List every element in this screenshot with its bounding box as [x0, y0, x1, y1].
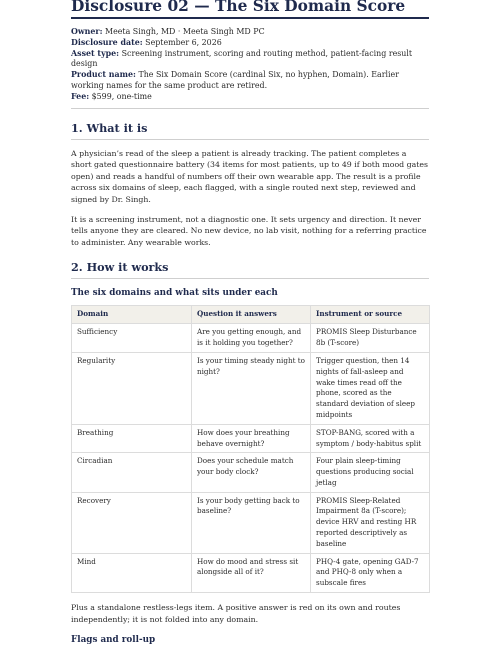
- table-cell: PHQ-4 gate, opening GAD-7 and PHQ-8 only when a subscale fires: [311, 553, 430, 592]
- paragraph: A physician’s read of the sleep a patient is already tracking. The patient completes a short gated questionnaire battery (34 items for most patients, up to 49 if both mood gates open) and reads a handful of numbers off their own wearable app. The result is a profile across six domains of sleep, each flagged, with a single routed next step, reviewed and signed by Dr. Singh.: [71, 148, 429, 204]
- table-cell: How does your breathing behave overnight?: [192, 424, 311, 453]
- meta-fee: Fee: $599, one-time: [71, 91, 152, 101]
- table-cell: Trigger question, then 14 nights of fall-asleep and wake times read off the phone, scored as the standard deviation of sleep midpoints: [311, 352, 430, 424]
- table-cell: PROMIS Sleep-Related Impairment 8a (T-score); device HRV and resting HR reported descriptively as baseline: [311, 492, 430, 553]
- heading-underline: [71, 278, 429, 279]
- metadata-block: [71, 27, 429, 103]
- table-cell: Is your timing steady night to night?: [192, 352, 311, 424]
- document-page: [71, 0, 429, 646]
- meta-date: Disclosure date: September 6, 2026: [71, 37, 222, 47]
- table-cell: Recovery: [72, 492, 192, 553]
- table-cell: Circadian: [72, 453, 192, 492]
- paragraph: Plus a standalone restless-legs item. A positive answer is red on its own and routes independently; it is not folded into any domain.: [71, 603, 401, 624]
- table-cell: Breathing: [72, 424, 192, 453]
- table-row: [72, 492, 430, 553]
- table-cell: Four plain sleep-timing questions producing social jetlag: [311, 453, 430, 492]
- table-cell: Are you getting enough, and is it holding you together?: [192, 324, 311, 353]
- page-title: Disclosure 02 — The Six Domain Score: [71, 0, 406, 15]
- table-cell: Mind: [72, 553, 192, 592]
- table-row: [72, 453, 430, 492]
- table-row: [72, 324, 430, 353]
- section-divider: [71, 108, 429, 109]
- paragraph: It is a screening instrument, not a diagnostic one. It sets urgency and direction. It never tells anyone they are cleared. No new device, no lab visit, nothing for a referring practice to administer. Any wearable works.: [71, 214, 427, 247]
- column-header: Instrument or source: [311, 306, 430, 324]
- table-cell: Regularity: [72, 352, 192, 424]
- table-cell: Does your schedule match your body clock?: [192, 453, 311, 492]
- title-divider: [71, 17, 429, 19]
- table-row: [72, 553, 430, 592]
- subheading-flags-rollup: Flags and roll-up: [71, 635, 156, 646]
- column-header: Domain: [72, 306, 192, 324]
- section-heading-what-it-is: 1. What it is: [71, 120, 148, 135]
- heading-underline: [71, 139, 429, 140]
- subheading-six-domains: The six domains and what sits under each: [71, 288, 278, 299]
- meta-asset-type: Asset type: Screening instrument, scoring and routing method, patient-facing result design: [71, 48, 413, 69]
- domains-table: [71, 305, 430, 593]
- table-cell: Is your body getting back to baseline?: [192, 492, 311, 553]
- table-row: [72, 424, 430, 453]
- table-cell: How do mood and stress sit alongside all of it?: [192, 553, 311, 592]
- table-row: [72, 352, 430, 424]
- table-header-row: [72, 306, 430, 324]
- meta-product-name: Product name: The Six Domain Score (cardinal Six, no hyphen, Domain). Earlier working names for the same product are retired.: [71, 70, 399, 90]
- section-heading-how-it-works: 2. How it works: [71, 260, 169, 275]
- column-header: Question it answers: [192, 306, 311, 324]
- table-cell: STOP-BANG, scored with a symptom / body-habitus split: [311, 424, 430, 453]
- meta-owner: Owner: Meeta Singh, MD · Meeta Singh MD PC: [71, 27, 265, 36]
- table-cell: PROMIS Sleep Disturbance 8b (T-score): [311, 324, 430, 353]
- table-cell: Sufficiency: [72, 324, 192, 353]
